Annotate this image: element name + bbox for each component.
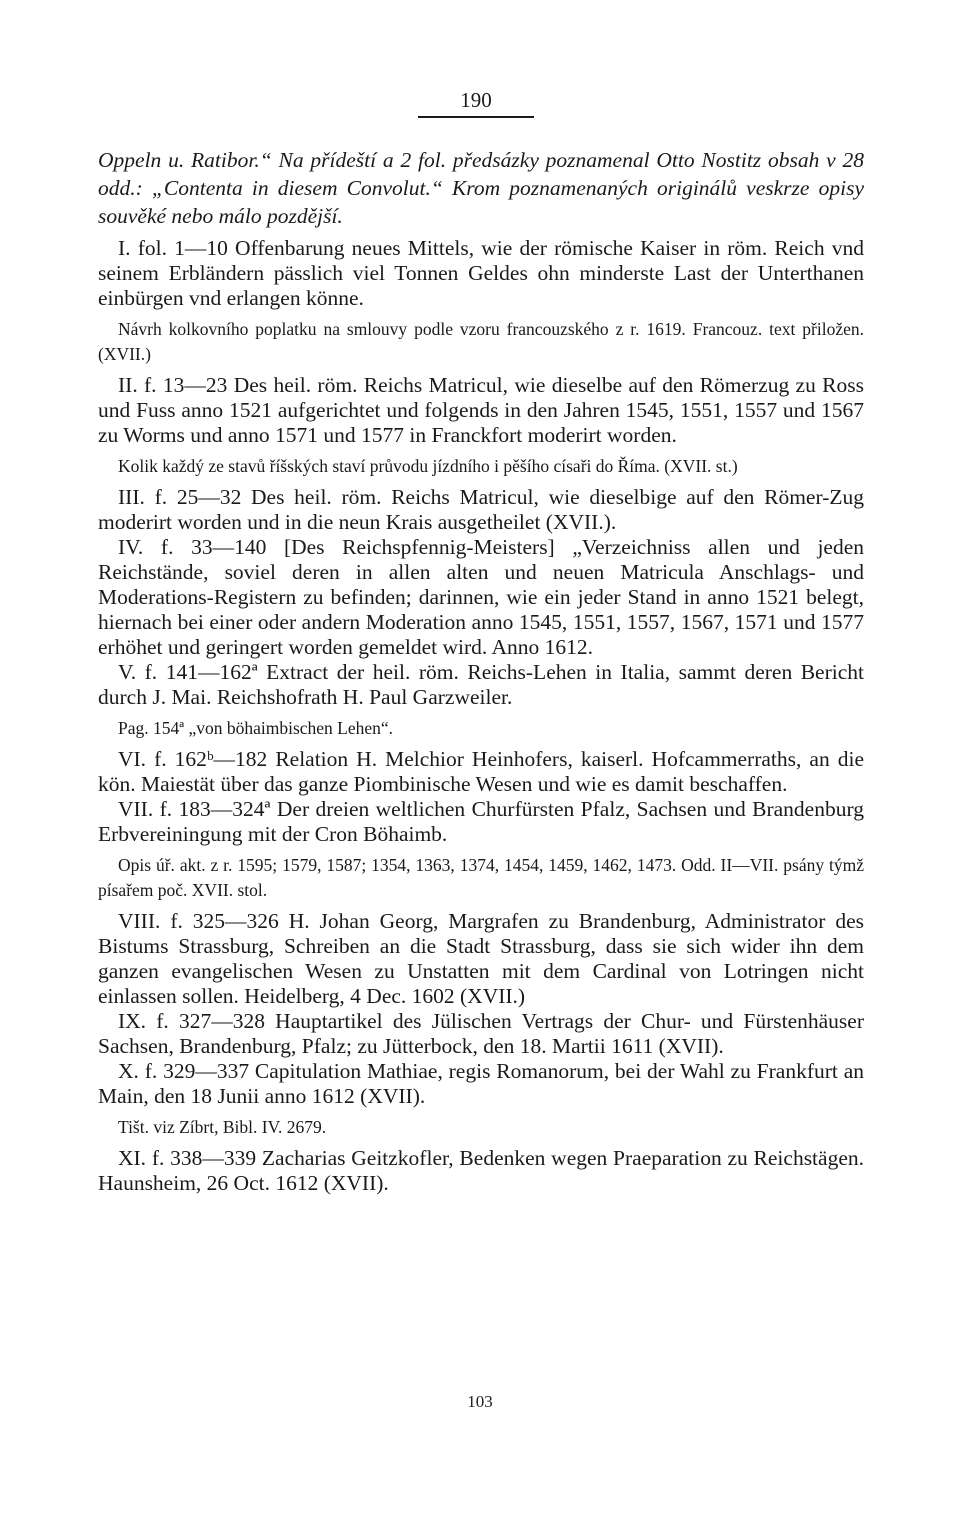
- entry-paragraph: X. f. 329—337 Capitulation Mathiae, regis Romanorum, bei der Wahl zu Frankfurt an Main, den 18 Junii anno 1612 (XVII).: [98, 1059, 864, 1108]
- note-paragraph: Opis úř. akt. z r. 1595; 1579, 1587; 1354, 1363, 1374, 1454, 1459, 1462, 1473. Odd. II—VII. psány týmž písařem poč. XVII. stol.: [98, 855, 864, 900]
- entry-paragraph: III. f. 25—32 Des heil. röm. Reichs Matricul, wie dieselbige auf den Römer-Zug moderirt worden und in die neun Krais ausgetheilet (XVII.).: [98, 485, 864, 534]
- entry-paragraph: V. f. 141—162ª Extract der heil. röm. Reichs-Lehen in Italia, sammt deren Bericht durch J. Mai. Reichshofrath H. Paul Garzweiler.: [98, 660, 864, 709]
- note-paragraph: Pag. 154ª „von böhaimbischen Lehen“.: [118, 718, 394, 738]
- entry-paragraph: I. fol. 1—10 Offenbarung neues Mittels, wie der römische Kaiser in röm. Reich vnd seinem Erbländern pässlich viel Tonnen Geldes ohn minderste Last der Unterthanen einbürgen vnd erlangen könne.: [98, 236, 864, 310]
- page-number: 190: [460, 88, 492, 112]
- note-paragraph: Návrh kolkovního poplatku na smlouvy podle vzoru francouzského z r. 1619. Francouz. text přiložen. (XVII.): [98, 319, 864, 364]
- entry-paragraph: VII. f. 183—324ª Der dreien weltlichen Churfürsten Pfalz, Sachsen und Brandenburg Erbvereiningung mit der Cron Böhaimb.: [98, 797, 864, 846]
- page-body: [98, 146, 864, 1196]
- note-paragraph: Tišt. viz Zíbrt, Bibl. IV. 2679.: [118, 1117, 327, 1137]
- intro-paragraph: Oppeln u. Ratibor.“ Na přídeští a 2 fol. předsázky poznamenal Otto Nostitz obsah v 28 odd.: „Contenta in diesem Convolut.“ Krom poznamenaných originálů veskrze opisy souvěké nebo málo pozdější.: [98, 148, 864, 228]
- entry-paragraph: VIII. f. 325—326 H. Johan Georg, Margrafen zu Brandenburg, Administrator des Bistums Strassburg, Schreiben an die Stadt Strassburg, dass sie sich wider ihn dem ganzen evangelischen Wesen zu Unstatten mit dem Cardinal von Lotringen nicht einlassen sollen. Heidelberg, 4 Dec. 1602 (XVII.): [98, 909, 864, 1008]
- footer-page-number: 103: [467, 1392, 493, 1411]
- entry-paragraph: IX. f. 327—328 Hauptartikel des Jülischen Vertrags der Chur- und Fürstenhäuser Sachsen, Brandenburg, Pfalz; zu Jütterbock, den 18. Martii 1611 (XVII).: [98, 1009, 864, 1058]
- entry-paragraph: XI. f. 338—339 Zacharias Geitzkofler, Bedenken wegen Praeparation zu Reichstägen. Haunsheim, 26 Oct. 1612 (XVII).: [98, 1146, 864, 1195]
- entry-paragraph: VI. f. 162ᵇ—182 Relation H. Melchior Heinhofers, kaiserl. Hofcammerraths, an die kön. Maiestät über das ganze Piombinische Wesen und wie es damit beschaffen.: [98, 747, 864, 796]
- entry-paragraph: II. f. 13—23 Des heil. röm. Reichs Matricul, wie dieselbe auf den Römerzug zu Ross und Fuss anno 1521 aufgerichtet und folgends in den Jahren 1545, 1551, 1557 und 1567 zu Worms und anno 1571 und 1577 in Franckfort moderirt worden.: [98, 373, 864, 447]
- entry-paragraph: IV. f. 33—140 [Des Reichspfennig-Meisters] „Verzeichniss allen und jeden Reichstände, soviel deren in allen alten und neuen Matricula Anschlags- und Moderations-Registern zu befinden; darinnen, wie ein jeder Stand in anno 1521 belegt, hiernach bei einer oder andern Moderation anno 1545, 1551, 1557, 1567, 1571 und 1577 erhöhet und geringert worden gemeldet wird. Anno 1612.: [98, 535, 864, 659]
- header-rule: [418, 116, 534, 118]
- note-paragraph: Kolik každý ze stavů říšských staví průvodu jízdního i pěšího císaři do Říma. (XVII. st.): [118, 456, 738, 476]
